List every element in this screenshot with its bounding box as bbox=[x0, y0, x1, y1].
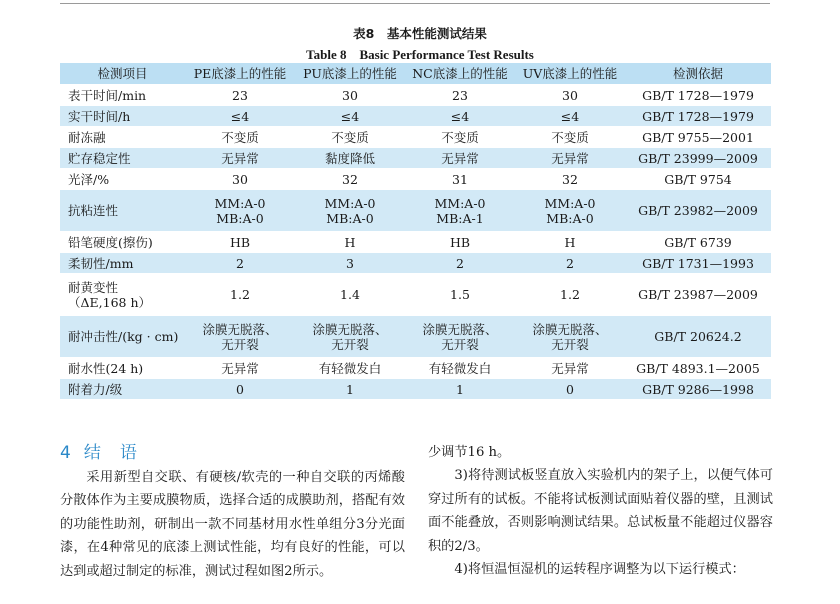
standard-cell: GB/T 1728—1979 bbox=[625, 106, 771, 127]
table-row bbox=[60, 148, 771, 169]
table-row bbox=[60, 190, 771, 232]
left-column bbox=[60, 466, 405, 583]
header-cell: 检测依据 bbox=[625, 63, 771, 85]
table-caption-english: Table 8 Basic Performance Test Results bbox=[306, 47, 534, 62]
value-cell: 涂膜无脱落、 无开裂 bbox=[515, 316, 625, 358]
value-cell: 1 bbox=[405, 379, 515, 400]
value-cell: 无异常 bbox=[405, 148, 515, 169]
value-cell: HB bbox=[405, 232, 515, 253]
table-header-row bbox=[60, 63, 771, 85]
results-table bbox=[60, 63, 771, 400]
value-cell: ≤4 bbox=[405, 106, 515, 127]
section-title: 结 语 bbox=[83, 443, 138, 463]
value-cell: H bbox=[515, 232, 625, 253]
value-cell: 不变质 bbox=[405, 127, 515, 148]
row-label-cell: 附着力/级 bbox=[60, 379, 185, 400]
value-cell: 30 bbox=[295, 85, 405, 106]
top-rule bbox=[60, 3, 770, 4]
paragraph-step-3: 3)将待测试板竖直放入实验机内的架子上，以便气体可穿过所有的试板。不能将试板测试面贴着仪器的壁，且测试面不能叠放，否则影响测试结果。总试板量不能超过仪器容积的2/3。 bbox=[428, 468, 773, 554]
value-cell: 无异常 bbox=[185, 148, 295, 169]
standard-cell: GB/T 23999—2009 bbox=[625, 148, 771, 169]
standard-cell: GB/T 4893.1—2005 bbox=[625, 358, 771, 379]
value-cell: 有轻微发白 bbox=[295, 358, 405, 379]
row-label-cell: 实干时间/h bbox=[60, 106, 185, 127]
value-cell: 涂膜无脱落、 无开裂 bbox=[295, 316, 405, 358]
standard-cell: GB/T 20624.2 bbox=[625, 316, 771, 358]
value-cell: MM:A-0 MB:A-0 bbox=[185, 190, 295, 232]
standard-cell: GB/T 1728—1979 bbox=[625, 85, 771, 106]
header-cell: UV底漆上的性能 bbox=[515, 63, 625, 85]
row-label-cell: 铅笔硬度(擦伤) bbox=[60, 232, 185, 253]
value-cell: 1.4 bbox=[295, 274, 405, 316]
row-label-cell: 耐黄变性 （ΔE,168 h） bbox=[60, 274, 185, 316]
standard-cell: GB/T 23982—2009 bbox=[625, 190, 771, 232]
table-body bbox=[60, 85, 771, 400]
header-cell: NC底漆上的性能 bbox=[405, 63, 515, 85]
standard-cell: GB/T 9755—2001 bbox=[625, 127, 771, 148]
value-cell: HB bbox=[185, 232, 295, 253]
value-cell: 无异常 bbox=[515, 358, 625, 379]
value-cell: MM:A-0 MB:A-0 bbox=[515, 190, 625, 232]
section-heading bbox=[60, 438, 138, 463]
right-column bbox=[428, 441, 773, 581]
value-cell: 1.5 bbox=[405, 274, 515, 316]
table-row bbox=[60, 232, 771, 253]
header-cell: PU底漆上的性能 bbox=[295, 63, 405, 85]
value-cell: 不变质 bbox=[185, 127, 295, 148]
conclusion-paragraph: 采用新型自交联、有硬核/软壳的一种自交联的丙烯酸分散体作为主要成膜物质，选择合适的成膜助剂，搭配有效的功能性助剂，研制出一款不同基材用水性单组分3分光面漆，在4种常见的底漆上测试性能，均有良好的性能，可以达到或超过制定的标准，测试过程如图2所示。 bbox=[60, 470, 405, 579]
value-cell: 涂膜无脱落、 无开裂 bbox=[405, 316, 515, 358]
value-cell: 32 bbox=[515, 169, 625, 190]
value-cell: 23 bbox=[185, 85, 295, 106]
value-cell: 不变质 bbox=[515, 127, 625, 148]
value-cell: 2 bbox=[185, 253, 295, 274]
table-caption-chinese: 表8 基本性能测试结果 bbox=[353, 26, 487, 41]
row-label-cell: 抗粘连性 bbox=[60, 190, 185, 232]
value-cell: ≤4 bbox=[515, 106, 625, 127]
table-row bbox=[60, 169, 771, 190]
value-cell: 32 bbox=[295, 169, 405, 190]
standard-cell: GB/T 9286—1998 bbox=[625, 379, 771, 400]
row-label-cell: 耐水性(24 h) bbox=[60, 358, 185, 379]
header-cell: 检测项目 bbox=[60, 63, 185, 85]
value-cell: H bbox=[295, 232, 405, 253]
value-cell: 1.2 bbox=[185, 274, 295, 316]
value-cell: 涂膜无脱落、 无开裂 bbox=[185, 316, 295, 358]
section-number: 4 bbox=[60, 443, 72, 463]
value-cell: 无异常 bbox=[185, 358, 295, 379]
paragraph-continued: 少调节16 h。 bbox=[428, 445, 511, 460]
table-row bbox=[60, 253, 771, 274]
value-cell: 无异常 bbox=[515, 148, 625, 169]
row-label-cell: 表干时间/min bbox=[60, 85, 185, 106]
standard-cell: GB/T 9754 bbox=[625, 169, 771, 190]
value-cell: 黏度降低 bbox=[295, 148, 405, 169]
header-cell: PE底漆上的性能 bbox=[185, 63, 295, 85]
value-cell: 30 bbox=[185, 169, 295, 190]
value-cell: ≤4 bbox=[185, 106, 295, 127]
standard-cell: GB/T 6739 bbox=[625, 232, 771, 253]
value-cell: 0 bbox=[185, 379, 295, 400]
value-cell: 2 bbox=[405, 253, 515, 274]
value-cell: 1 bbox=[295, 379, 405, 400]
value-cell: 2 bbox=[515, 253, 625, 274]
row-label-cell: 耐冻融 bbox=[60, 127, 185, 148]
value-cell: 23 bbox=[405, 85, 515, 106]
row-label-cell: 耐冲击性/(kg · cm) bbox=[60, 316, 185, 358]
table-row bbox=[60, 85, 771, 106]
table-row bbox=[60, 379, 771, 400]
value-cell: 有轻微发白 bbox=[405, 358, 515, 379]
value-cell: 3 bbox=[295, 253, 405, 274]
table-row bbox=[60, 127, 771, 148]
row-label-cell: 柔韧性/mm bbox=[60, 253, 185, 274]
value-cell: MM:A-0 MB:A-0 bbox=[295, 190, 405, 232]
standard-cell: GB/T 23987—2009 bbox=[625, 274, 771, 316]
value-cell: 31 bbox=[405, 169, 515, 190]
value-cell: MM:A-0 MB:A-1 bbox=[405, 190, 515, 232]
table-row bbox=[60, 274, 771, 316]
value-cell: 1.2 bbox=[515, 274, 625, 316]
row-label-cell: 光泽/% bbox=[60, 169, 185, 190]
value-cell: 0 bbox=[515, 379, 625, 400]
value-cell: 30 bbox=[515, 85, 625, 106]
paragraph-step-4: 4)将恒温恒湿机的运转程序调整为以下运行模式： bbox=[454, 562, 745, 578]
table-row bbox=[60, 106, 771, 127]
value-cell: 不变质 bbox=[295, 127, 405, 148]
table-row bbox=[60, 358, 771, 379]
row-label-cell: 贮存稳定性 bbox=[60, 148, 185, 169]
table-row bbox=[60, 316, 771, 358]
value-cell: ≤4 bbox=[295, 106, 405, 127]
standard-cell: GB/T 1731—1993 bbox=[625, 253, 771, 274]
